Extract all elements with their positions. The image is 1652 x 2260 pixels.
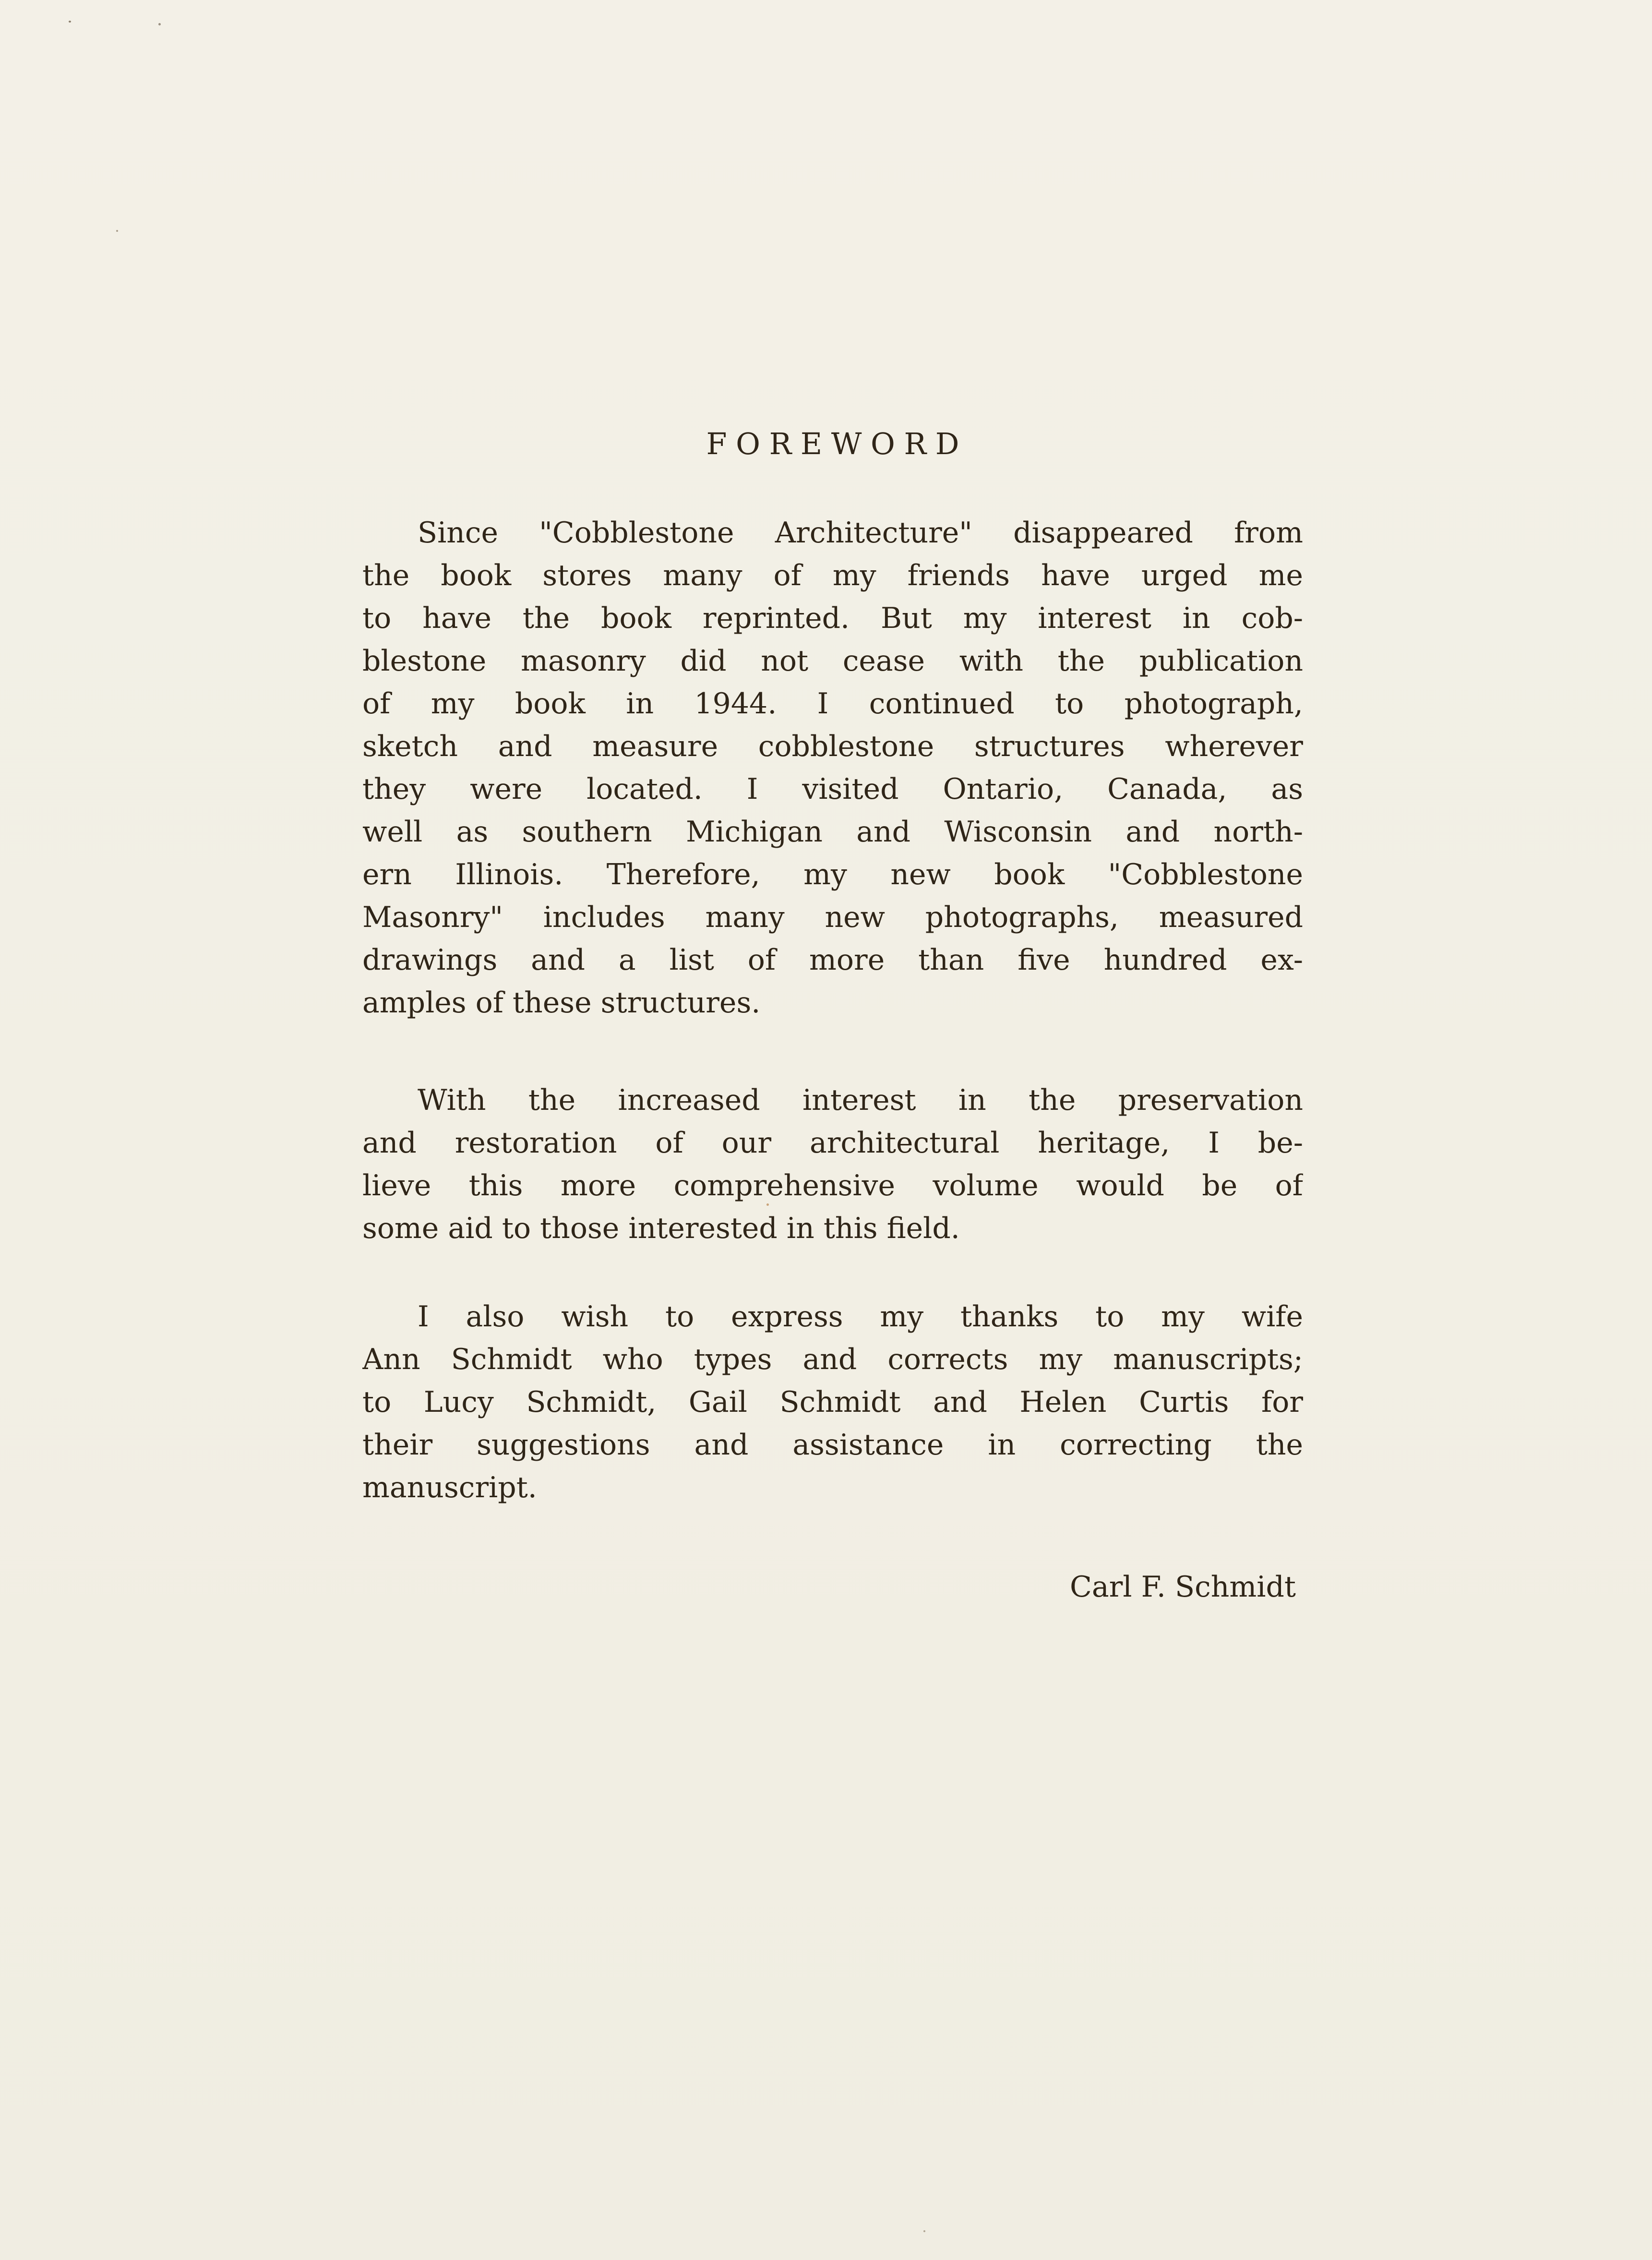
text-line: lieve this more comprehensive volume would be of <box>362 1169 1303 1202</box>
text-line: Since "Cobblestone Architecture" disappeared from <box>418 516 1303 550</box>
text-line: sketch and measure cobblestone structures wherever <box>362 730 1303 763</box>
paragraph-1 <box>362 512 1303 1024</box>
text-line: and restoration of our architectural heritage, I be- <box>362 1126 1303 1160</box>
text-line: blestone masonry did not cease with the publication <box>362 644 1303 678</box>
text-line: Masonry" includes many new photographs, measured <box>362 901 1303 934</box>
text-line: Ann Schmidt who types and corrects my manuscripts; <box>362 1343 1303 1376</box>
signature: Carl F. Schmidt <box>1069 1570 1296 1604</box>
text-line: to Lucy Schmidt, Gail Schmidt and Helen Curtis for <box>362 1385 1303 1419</box>
text-line: drawings and a list of more than five hundred ex- <box>362 943 1303 977</box>
text-line: to have the book reprinted. But my interest in cob- <box>362 601 1303 635</box>
text-line: amples of these structures. <box>362 986 761 1020</box>
text-line: With the increased interest in the preservation <box>418 1083 1303 1117</box>
text-line: some aid to those interested in this field. <box>362 1212 960 1245</box>
text-line: the book stores many of my friends have urged me <box>362 559 1303 592</box>
text-line: I also wish to express my thanks to my wife <box>418 1300 1303 1334</box>
text-line: ern Illinois. Therefore, my new book "Cobblestone <box>362 858 1303 891</box>
text-line: their suggestions and assistance in correcting the <box>362 1428 1303 1462</box>
text-line: manuscript. <box>362 1471 537 1504</box>
text-line: they were located. I visited Ontario, Canada, as <box>362 772 1303 806</box>
paragraph-3 <box>362 1296 1303 1509</box>
text-line: of my book in 1944. I continued to photograph, <box>362 687 1303 721</box>
page-title: FOREWORD <box>706 426 969 461</box>
paragraph-2 <box>362 1079 1303 1250</box>
text-line: well as southern Michigan and Wisconsin and north- <box>362 815 1303 849</box>
